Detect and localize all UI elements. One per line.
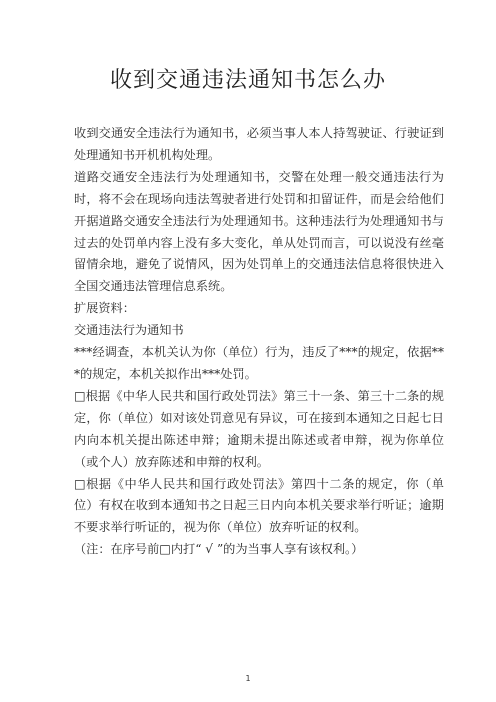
page-number: 1 <box>245 674 251 683</box>
document-body <box>74 123 444 561</box>
paragraph-notice-handling: 收到交通安全违法行为通知书，必须当事人本人持驾驶证、行驶证到处理通知书开机机构处理。 <box>74 126 444 162</box>
paragraph-investigation: ***经调查，本机关认为你（单位）行为，违反了***的规定，依据***的规定，本机关拟作出***处罚。 <box>74 345 444 381</box>
paragraph-notice-description: 道路交通安全违法行为处理通知书，交警在处理一般交通违法行为时，将不会在现场向违法驾驶者进行处罚和扣留证件，而是会给他们开据道路交通安全违法行为处理通知书。这种违法行为处理通知书与过去的处罚单内容上没有多大变化，单从处罚而言，可以说没有丝毫留情余地，避免了说情风，因为处罚单上的交通违法信息将很快进入全国交通违法管理信息系统。 <box>74 169 444 294</box>
paragraph-note: （注：在序号前□内打“ √ ”的为当事人享有该权利。） <box>74 542 364 557</box>
paragraph-notice-subtitle: 交通违法行为通知书 <box>74 323 184 338</box>
paragraph-extended-info-heading: 扩展资料： <box>74 301 135 316</box>
paragraph-statement-right: □根据《中华人民共和国行政处罚法》第三十一条、第三十二条的规定，你（单位）如对该处罚意见有异议，可在接到本通知之日起七日内向本机关提出陈述申辩；逾期未提出陈述或者申辩，视为你单位（或个人）放弃陈述和申辩的权利。 <box>74 388 444 469</box>
document-title: 收到交通违法通知书怎么办 <box>109 68 386 93</box>
paragraph-hearing-right: □根据《中华人民共和国行政处罚法》第四十二条的规定，你（单位）有权在收到本通知书之日起三日内向本机关要求举行听证；逾期不要求举行听证的，视为你（单位）放弃听证的权利。 <box>74 476 444 535</box>
